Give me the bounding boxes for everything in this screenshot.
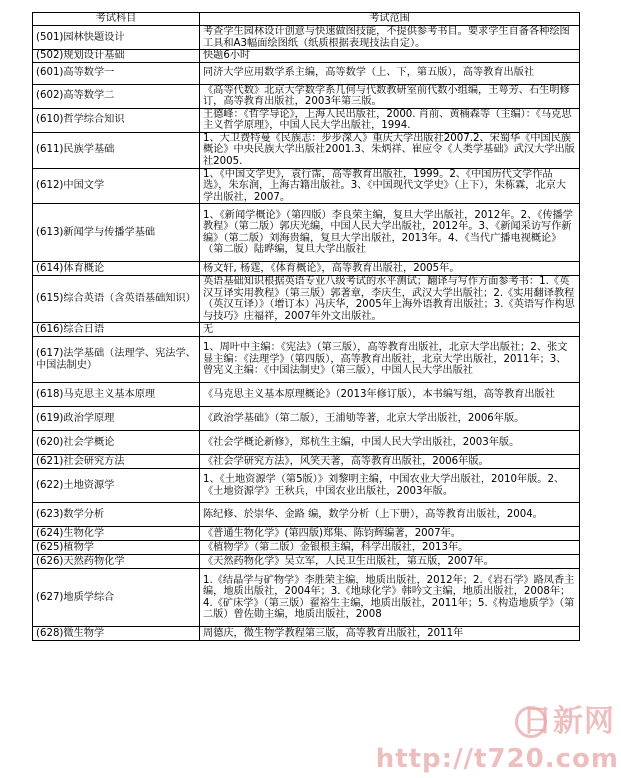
table-row — [33, 276, 580, 323]
subject-cell: (616)综合日语 — [33, 323, 200, 337]
scope-cell: 陈纪修、於崇华、金路 编，数学分析（上下册），高等教育出版社，2004。 — [200, 503, 580, 527]
subject-cell: (610)哲学综合知识 — [33, 108, 200, 132]
subject-cell: (622)土地资源学 — [33, 469, 200, 503]
table-row — [33, 262, 580, 276]
subject-cell: (501)园林快题设计 — [33, 26, 200, 50]
table-row — [33, 431, 580, 455]
scope-cell: 《马克思主义基本原理概论》（2013年修订版），本书编写组，高等教育出版社 — [200, 383, 580, 407]
subject-cell: (619)政治学原理 — [33, 407, 200, 431]
table-row — [33, 50, 580, 63]
table-row — [33, 503, 580, 527]
header-scope: 考试范围 — [200, 13, 580, 26]
scope-cell: 王德峰：《哲学导论》，上海人民出版社，2000. 肖前、黄楠森等（主编）：《马克思主义哲学原理》，中国人民大学出版社，1994. — [200, 108, 580, 132]
scope-cell: 1、《中国文学史》，袁行霈，高等教育出版社，1999。2、《中国历代文学作品选》，朱东润，上海古籍出版社。3、《中国现代文学史》（上下），朱栋霖，北京大学出版社，2007。 — [200, 168, 580, 204]
table-row — [33, 132, 580, 168]
scope-cell: 杨文轩, 杨霆，《体育概论》，高等教育出版社，2005年。 — [200, 262, 580, 276]
table-row — [33, 26, 580, 50]
watermark-text: 日新网 — [522, 704, 615, 739]
watermark-url: http://t720.com — [375, 744, 619, 774]
scope-cell: 无 — [200, 323, 580, 337]
exam-subjects-table — [32, 12, 580, 641]
table-row — [33, 527, 580, 541]
scope-cell: 考查学生园林设计创意与快速做图技能，不提供参考书目。要求学生自备各种绘图工具和A3幅面绘图纸（纸质根据表现技法自定）。 — [200, 26, 580, 50]
table-row — [33, 62, 580, 84]
table-row — [33, 541, 580, 555]
scope-cell: 1、周叶中主编：《宪法》（第三版），高等教育出版社，北京大学出版社；2、张文显主编：《法理学》（第四版），高等教育出版社，北京大学出版社，2011年；3、曾宪义主编：《中国法制史》（第三版），中国人民大学出版社 — [200, 337, 580, 383]
table-row — [33, 168, 580, 204]
table-row — [33, 407, 580, 431]
subject-cell: (625)植物学 — [33, 541, 200, 555]
table-header-row — [33, 13, 580, 26]
subject-cell: (617)法学基础（法理学、宪法学、中国法制史） — [33, 337, 200, 383]
scope-cell: 1.《结晶学与矿物学》李胜荣主编，地质出版社，2012年；2.《岩石学》路凤香主编，地质出版社，2004年；3.《地球化学》韩吟文主编，地质出版社，2008年；4.《矿床学》（第三版）翟裕生主编，地质出版社，2011年；5.《构造地质学》（第二版）曾佐勋主编，地质出版社，2008 — [200, 569, 580, 627]
scope-cell: 《天然药物化学》吴立军，人民卫生出版社，第五版，2007年。 — [200, 555, 580, 569]
subject-cell: (626)天然药物化学 — [33, 555, 200, 569]
subject-cell: (615)综合英语（含英语基础知识） — [33, 276, 200, 323]
table-row — [33, 323, 580, 337]
subject-cell: (623)数学分析 — [33, 503, 200, 527]
subject-cell: (624)生物化学 — [33, 527, 200, 541]
table-row — [33, 204, 580, 262]
table-row — [33, 108, 580, 132]
table-row — [33, 383, 580, 407]
subject-cell: (614)体育概论 — [33, 262, 200, 276]
table-row — [33, 627, 580, 641]
table-row — [33, 469, 580, 503]
table-row — [33, 555, 580, 569]
subject-cell: (502)规划设计基础 — [33, 50, 200, 63]
scope-cell: 《政治学基础》（第二版），王浦劬等著，北京大学出版社，2006年版。 — [200, 407, 580, 431]
subject-cell: (621)社会研究方法 — [33, 455, 200, 469]
scope-cell: 同济大学应用数学系主编，高等数学（上、下，第五版），高等教育出版社 — [200, 62, 580, 84]
scope-cell: 1、《新闻学概论》（第四版）李良荣主编，复旦大学出版社，2012年。2、《传播学教程》（第二版）郭庆光编，中国人民大学出版社，2012年。3、《新闻采访写作新编》（第二版）刘海贵编，复旦大学出版社，2013年。4、《当代广播电视概论》（第二版）陆晔编，复旦大学出版社 — [200, 204, 580, 262]
subject-cell: (613)新闻学与传播学基础 — [33, 204, 200, 262]
subject-cell: (620)社会学概论 — [33, 431, 200, 455]
subject-cell: (602)高等数学二 — [33, 84, 200, 108]
scope-cell: 《植物学》（第二版）金银根主编，科学出版社，2013年。 — [200, 541, 580, 555]
subject-cell: (627)地质学综合 — [33, 569, 200, 627]
table-row — [33, 337, 580, 383]
scope-cell: 《社会学概论新修》，郑杭生主编，中国人民大学出版社，2003年版。 — [200, 431, 580, 455]
table-row — [33, 84, 580, 108]
subject-cell: (628)微生物学 — [33, 627, 200, 641]
table-row — [33, 455, 580, 469]
subject-cell: (601)高等数学一 — [33, 62, 200, 84]
subject-cell: (618)马克思主义基本原理 — [33, 383, 200, 407]
scope-cell: 周德庆，微生物学教程第三版，高等教育出版社，2011年 — [200, 627, 580, 641]
subject-cell: (611)民族学基础 — [33, 132, 200, 168]
scope-cell: 1、大卫费特曼《民族志：步步深入》重庆大学出版社2007.2、宋蜀华《中国民族概论》中央民族大学出版社2001.3、朱炳祥、崔应令《人类学基础》武汉大学出版社2005. — [200, 132, 580, 168]
scope-cell: 快题6小时 — [200, 50, 580, 63]
subject-cell: (612)中国文学 — [33, 168, 200, 204]
table-row — [33, 569, 580, 627]
scope-cell: 《普通生物化学》(第四版)郑集、陈钧辉编著，2007年。 — [200, 527, 580, 541]
scope-cell: 1、《土地资源学（第5版）》刘黎明主编，中国农业大学出版社，2010年版。2、《土地资源学》王秋兵，中国农业出版社，2003年版。 — [200, 469, 580, 503]
scope-cell: 《社会学研究方法》，风笑天著，高等教育出版社，2006年版。 — [200, 455, 580, 469]
scope-cell: 英语基础知识根据英语专业八级考试的水平测试；翻译与写作方面参考书：1.《英汉互译实用教程》（第三版）郭著章，李庆生，武汉大学出版社；2.《实用翻译教程（英汉互译）》（增订本）冯庆华，2005年上海外语教育出版社；3.《英语写作构思与技巧》庄福祥，2007年外文出版社。 — [200, 276, 580, 323]
scope-cell: 《高等代数》北京大学数学系几何与代数教研室前代数小组编，王萼芳、石生明修订，高等教育出版社，2003年第三版。 — [200, 84, 580, 108]
header-subject: 考试科目 — [33, 13, 200, 26]
